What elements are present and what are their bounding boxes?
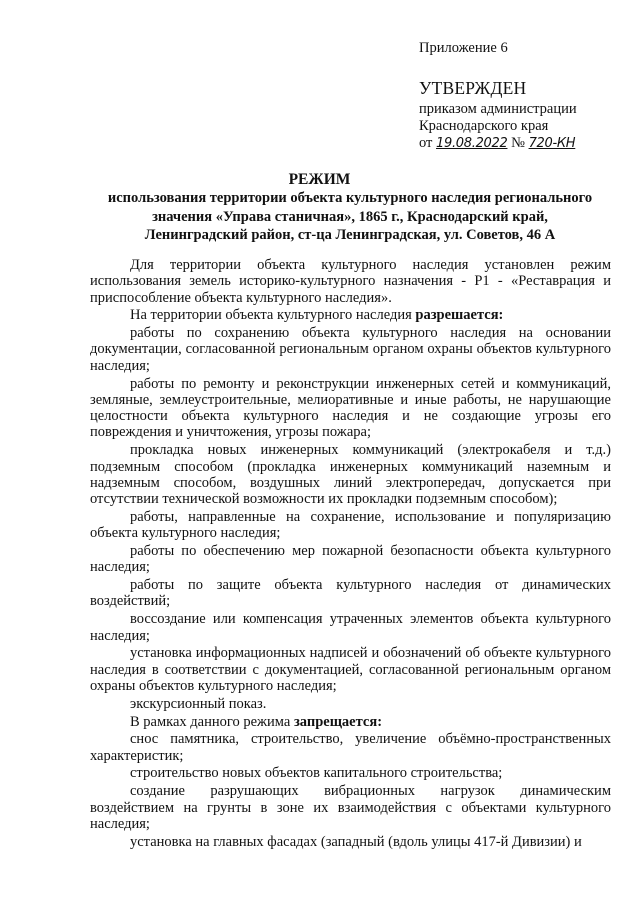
approved-stamp: УТВЕРЖДЕН <box>419 78 527 98</box>
number-sign: № <box>511 135 525 151</box>
body-paragraph <box>90 696 611 712</box>
paragraph-text: установка информационных надписей и обозначений об объекте культурного наследия в соответствии с документацией, согласованной региональным органом охраны объектов культурного наследия; <box>90 645 611 694</box>
paragraph-text: экскурсионный показ. <box>130 695 267 712</box>
body-paragraph <box>90 645 611 694</box>
paragraph-text: На территории объекта культурного наследия <box>130 307 416 324</box>
body-paragraph <box>90 765 611 781</box>
body-paragraph <box>90 307 611 323</box>
paragraph-text: установка на главных фасадах (западный (вдоль улицы 417-й Дивизии) и <box>130 833 582 850</box>
body-paragraph <box>90 543 611 576</box>
paragraph-text: воссоздание или компенсация утраченных элементов объекта культурного наследия; <box>90 611 611 644</box>
paragraph-bold-text: разрешается: <box>415 307 504 324</box>
paragraph-bold-text: запрещается: <box>293 713 383 730</box>
approval-block <box>419 80 577 152</box>
body-paragraph <box>90 577 611 610</box>
body-paragraph <box>90 731 611 764</box>
document-subtitle: использования территории объекта культурного наследия регионального значения «Управа станичная», 1865 г., Краснодарский край, Ленинградский район, ст-ца Ленинградская, ул. Советов, 46 А <box>107 190 593 243</box>
body-paragraph <box>90 257 611 306</box>
paragraph-text: прокладка новых инженерных коммуникаций (электрокабеля и т.д.) подземным способом (прокладка инженерных коммуникаций наземным и надземным способом, воздушных линий электропередач, допускается при отсутствии технической возможности их прокладки подземным способом); <box>90 442 611 508</box>
paragraph-text: В рамках данного режима <box>130 713 294 730</box>
paragraph-text: работы по сохранению объекта культурного наследия на основании документации, согласованной региональным органом охраны объектов культурного наследия; <box>90 325 611 374</box>
appendix-label: Приложение 6 <box>419 40 508 56</box>
document-body <box>90 257 611 851</box>
body-paragraph <box>90 611 611 644</box>
paragraph-text: строительство новых объектов капитального строительства; <box>130 765 503 782</box>
body-paragraph <box>90 442 611 507</box>
document-title: РЕЖИМ <box>288 171 351 188</box>
body-paragraph <box>90 509 611 542</box>
order-line-1: приказом администрации <box>419 101 577 117</box>
paragraph-text: работы, направленные на сохранение, использование и популяризацию объекта культурного наследия; <box>90 508 611 542</box>
paragraph-text: работы по обеспечению мер пожарной безопасности объекта культурного наследия; <box>90 543 611 576</box>
paragraph-text: Для территории объекта культурного наследия установлен режим использования земель историко-культурного назначения - Р1 - «Реставрация и приспособление объекта культурного наследия». <box>90 257 611 306</box>
order-date-number <box>419 135 577 152</box>
order-number: 720-КН <box>528 136 576 151</box>
body-paragraph <box>90 714 611 730</box>
body-paragraph <box>90 376 611 441</box>
paragraph-text: работы по защите объекта культурного наследия от динамических воздействий; <box>90 577 611 610</box>
from-prefix: от <box>419 135 433 151</box>
paragraph-text: снос памятника, строительство, увеличение объёмно-пространственных характеристик; <box>90 731 611 764</box>
paragraph-text: работы по ремонту и реконструкции инженерных сетей и коммуникаций, земляные, землеустроительные, мелиоративные и иные работы, не нарушающие целостности объекта культурного наследия и не создающие угрозы его повреждения и уничтожения, угрозы пожара; <box>90 375 611 441</box>
order-date: 19.08.2022 <box>436 136 508 151</box>
paragraph-text: создание разрушающих вибрационных нагрузок динамическим воздействием на грунты в зоне их взаимодействия с объектами культурного наследия; <box>90 783 611 832</box>
body-paragraph <box>90 783 611 832</box>
body-paragraph <box>90 325 611 374</box>
body-paragraph <box>90 834 611 850</box>
order-line-2: Краснодарского края <box>419 118 549 134</box>
